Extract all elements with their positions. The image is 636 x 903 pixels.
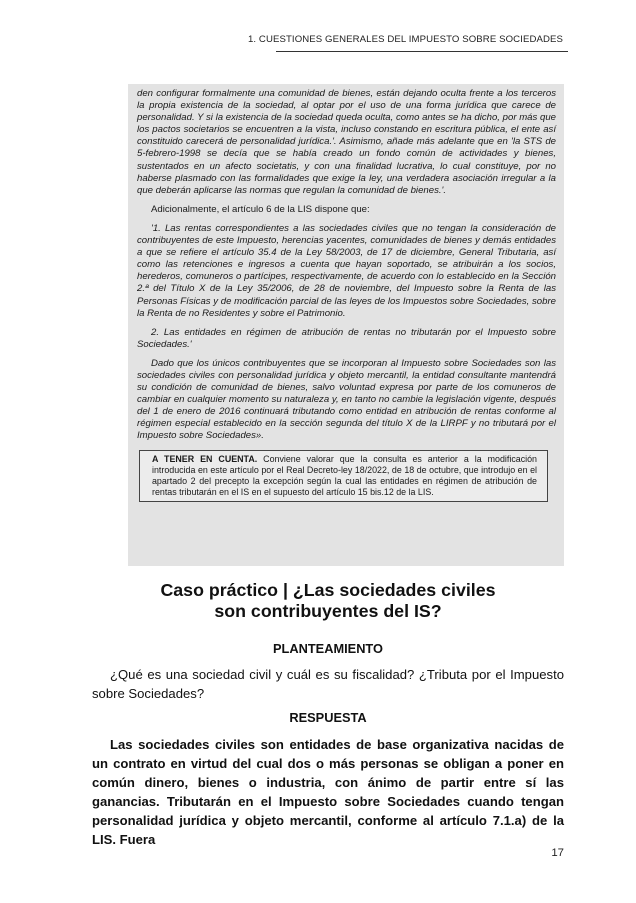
quote-paragraph-4: 2. Las entidades en régimen de atribución de rentas no tributarán por el Impuesto sobre Sociedades.' xyxy=(137,326,556,350)
quote-paragraph-5: Dado que los únicos contribuyentes que se incorporan al Impuesto sobre Sociedades son las sociedades civiles con personalidad jurídica y objeto mercantil, la entidad consultante mantendrá su condición de comunidad de bienes, salvo voluntad expresa por parte de los comuneros de cambiar en cualquier momento su naturaleza y, en tanto no cambie la legislación vigente, después del 1 de enero de 2016 continuará tributando como entidad en atribución de rentas conforme al régimen especial establecido en la sección segunda del título X de la LIRPF y no tributará por el Impuesto sobre Sociedades». xyxy=(137,357,556,442)
respuesta-heading: RESPUESTA xyxy=(289,710,367,725)
planteamiento-text: ¿Qué es una sociedad civil y cuál es su fiscalidad? ¿Tributa por el Impuesto sobre Sociedades? xyxy=(92,667,564,701)
note-text: Conviene valorar que la consulta es anterior a la modificación introducida en este artículo por el Real Decreto-ley 18/2022, de 18 de octubre, que introdujo en el apartado 2 del precepto la excepción según la cual las entidades en régimen de atribución de rentas tributarán en el IS en el supuesto del artículo 15 bis.12 de la LIS. xyxy=(152,453,537,498)
case-title-line-1: Caso práctico | ¿Las sociedades civiles xyxy=(160,580,496,600)
note-label: A TENER EN CUENTA. xyxy=(152,453,258,464)
header-rule xyxy=(276,51,568,52)
quote-paragraph-3: '1. Las rentas correspondientes a las sociedades civiles que no tengan la consideración de contribuyentes de este Impuesto, herencias yacentes, comunidades de bienes y demás entidades a que se refiere el artículo 35.4 de la Ley 58/2003, de 17 de diciembre, General Tributaria, así como las retenciones e ingresos a cuenta que hayan soportado, se atribuirán a los socios, herederos, comuneros o partícipes, respectivamente, de acuerdo con lo establecido en la Sección 2.ª del Título X de la Ley 35/2006, de 28 de noviembre, del Impuesto sobre la Renta de las Personas Físicas y de modificación parcial de las leyes de los Impuestos sobre Sociedades, sobre la Renta de no Residentes y sobre el Patrimonio. xyxy=(137,222,556,319)
running-header: 1. CUESTIONES GENERALES DEL IMPUESTO SOBRE SOCIEDADES xyxy=(247,34,563,45)
case-title xyxy=(92,580,564,622)
page-number: 17 xyxy=(551,847,564,859)
quote-box xyxy=(128,84,564,566)
planteamiento-heading: PLANTEAMIENTO xyxy=(273,641,383,656)
respuesta-text: Las sociedades civiles son entidades de base organizativa nacidas de un contrato en virtud del cual dos o más personas se obligan a poner en común dinero, bienes o industria, con ánimo de partir entre sí las ganancias. Tributarán en el Impuesto sobre Sociedades cuando tengan personalidad jurídica y objeto mercantil, conforme al artículo 7.1.a) de la LIS. Fuera xyxy=(92,737,564,847)
quote-paragraph-1: den configurar formalmente una comunidad de bienes, están dejando oculta frente a los terceros la propia existencia de la sociedad, al optar por el uso de una forma jurídica que carece de personalidad. Y si la existencia de la sociedad queda oculta, como antes se ha dicho, por más que los pactos societarios se encuentren a la vista, incluso constando en escritura pública, el ente así constituido carecerá de personalidad jurídica.'. Asimismo, añade más adelante que en 'la STS de 5-febrero-1998 se decía que se había creado un fondo común de actividades y bienes, sustentados en un afecto societatis, y con una finalidad lucrativa, lo cual constituye, por no haberse plasmado con las formalidades que exige la ley, una verdadera asociación irregular a la que deberán aplicarse las normas que regulan la comunidad de bienes.'. xyxy=(137,88,556,196)
quote-paragraph-2: Adicionalmente, el artículo 6 de la LIS dispone que: xyxy=(151,203,370,215)
note-box xyxy=(139,450,548,503)
case-title-line-2: son contribuyentes del IS? xyxy=(214,601,442,621)
